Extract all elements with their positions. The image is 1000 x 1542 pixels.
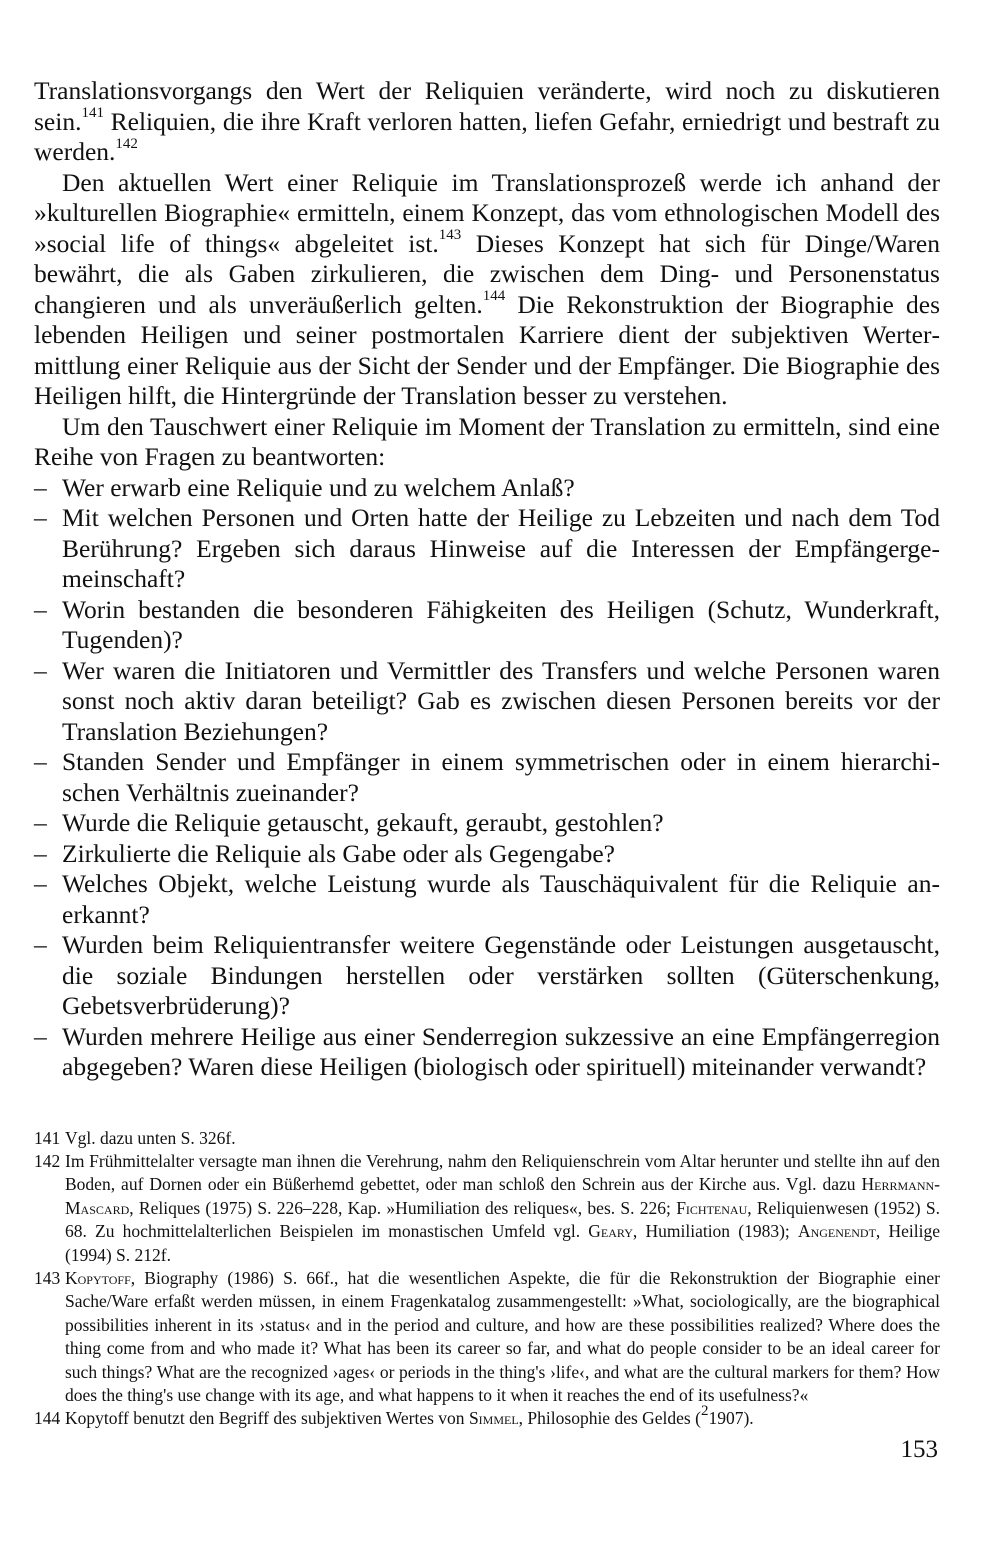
footnote-text: , Reliques (1975) S. 226–228, Kap. »Humiliation des reliques«, bes. S. 226;	[129, 1197, 677, 1218]
edition-superscript: 2	[700, 1402, 709, 1419]
list-item	[34, 747, 940, 808]
list-item	[34, 839, 940, 870]
paragraph-text: Dieses Konzept hat sich für Dinge/Waren bewährt, die als Gaben zirkulieren, die zwischen dem Ding- und Personenstatus changieren und als unveräußerlich gelten.	[34, 228, 941, 319]
question-list	[34, 473, 940, 1083]
footnote-text: , Biography (1986) S. 66f., hat die wesentlichen Aspekte, die für die Rekonstruktion der Biographie einer Sache/Ware erfaßt werden müssen, in einem Fragenkatalog zusammengestellt: »What, sociologically, are the biographical possibilities inherent in its ›status‹ and in the period and culture, and how are these possibilities realized? Where does the thing come from and who made it? What has been its career so far, and what do people consider to be an ideal career for such things? What are the recognized ›ages‹ or periods in the thing's ›life‹, and what are the cultural markers for them? How does the thing's use change with its age, and what happens to it when it reaches the end of its usefulness?«	[65, 1267, 940, 1405]
question-text: Standen Sender und Empfänger in einem symmetrischen oder in einem hierarchischen Verhältnis zueinander?	[62, 747, 940, 807]
dash-marker: –	[34, 930, 47, 959]
question-text: Wurde die Reliquie getauscht, gekauft, geraubt, gestohlen?	[62, 808, 664, 837]
question-text: Welches Objekt, welche Leistung wurde als Tauschäquivalent für die Reliquie anerkannt?	[62, 869, 940, 929]
question-text: Wurden mehrere Heilige aus einer Senderregion sukzessive an eine Empfängerregion abgegeben? Waren diese Heiligen (biologisch oder spirituell) miteinander verwandt?	[62, 1021, 940, 1081]
list-item	[34, 869, 940, 930]
main-text	[34, 76, 940, 1083]
dash-marker: –	[34, 503, 47, 532]
question-text: Wer waren die Initiatoren und Vermittler des Transfers und welche Personen waren sonst noch aktiv daran beteiligt? Gab es zwischen diesen Personen bereits vor der Translation Beziehungen?	[62, 655, 940, 746]
paragraph-1	[34, 76, 940, 168]
footnote-141	[34, 1127, 940, 1150]
question-text: Worin bestanden die besonderen Fähigkeiten des Heiligen (Schutz, Wunderkraft, Tugenden)?	[62, 594, 940, 654]
footnote-text: 1907).	[708, 1408, 754, 1429]
footnote-text: Im Frühmittelalter versagte man ihnen die Verehrung, nahm den Reliquienschrein vom Altar herunter und stellte ihn auf den Boden, auf Dornen oder ein Büßerhemd gebettet, oder man schloß den Schrein aus der Kirche aus. Vgl. dazu	[65, 1150, 940, 1195]
footnote-text: , Humiliation (1983);	[632, 1221, 798, 1242]
list-item	[34, 503, 940, 595]
footnote-143	[34, 1267, 940, 1407]
footnote-text: , Reliquienwesen (1952) S. 68. Zu hochmittelalterlichen Beispielen im monastischen Umfeld vgl.	[65, 1197, 940, 1242]
list-item	[34, 930, 940, 1022]
book-page	[34, 76, 940, 1431]
question-text: Mit welchen Personen und Orten hatte der Heilige zu Lebzeiten und nach dem Tod Berührung? Ergeben sich daraus Hinweise auf die Interessen der Empfängergemeinschaft?	[62, 503, 940, 593]
footnote-text: Vgl. dazu unten S. 326f.	[65, 1127, 236, 1148]
question-text: Zirkulierte die Reliquie als Gabe oder als Gegengabe?	[62, 838, 615, 868]
footnote-ref: 142	[115, 135, 138, 152]
author-name: Herrmann-Mascard	[65, 1174, 940, 1218]
footnote-number: 143	[34, 1267, 61, 1288]
dash-marker: –	[34, 1021, 47, 1051]
question-text: Wurden beim Reliquientransfer weitere Gegenstände oder Leistungen ausgetauscht, die soziale Bindungen herstellen oder verstärken sollten (Güterschenkung, Gebetsverbrüderung)?	[62, 930, 940, 1020]
footnote-number: 144	[34, 1408, 61, 1429]
list-item	[34, 595, 940, 656]
footnotes	[34, 1127, 940, 1431]
paragraph-text: Translationsvorgangs den Wert der Reliquien veränderte, wird noch zu diskutieren sein.	[34, 76, 940, 136]
list-item	[34, 656, 940, 748]
author-name: Kopytoff	[65, 1267, 131, 1288]
footnote-number: 141	[34, 1127, 61, 1148]
dash-marker: –	[34, 869, 47, 898]
paragraph-text: Die Rekonstruktion der Biographie des lebenden Heiligen und seiner postmortalen Karriere dient der subjektiven Wertermittlung einer Reliquie aus der Sicht der Sender und der Empfänger. Die Biographie des Heiligen hilft, die Hintergründe der Translation besser zu verstehen.	[34, 289, 940, 410]
footnote-text: , Heilige (1994) S. 212f.	[65, 1221, 940, 1265]
paragraph-text: Den aktuellen Wert einer Reliquie im Translationsprozeß werde ich anhand der »kulturellen Biographie« ermitteln, einem Konzept, das vom ethnologischen Modell des »social life of things« abgeleitet ist.	[34, 167, 940, 258]
dash-marker: –	[34, 747, 47, 776]
dash-marker: –	[34, 594, 47, 624]
dash-marker: –	[34, 808, 47, 837]
paragraph-text: Reliquien, die ihre Kraft verloren hatten, liefen Gefahr, erniedrigt und bestraft zu werden.	[34, 106, 940, 166]
paragraph-2	[34, 168, 940, 412]
footnote-144	[34, 1402, 940, 1430]
question-text: Wer erwarb eine Reliquie und zu welchem Anlaß?	[62, 472, 575, 502]
footnote-text: , Philosophie des Geldes (	[518, 1408, 701, 1429]
author-name: Geary	[588, 1221, 633, 1242]
paragraph-3: Um den Tauschwert einer Reliquie im Moment der Translation zu ermitteln, sind eine Reihe von Fragen zu beantworten:	[34, 411, 940, 471]
dash-marker: –	[34, 472, 47, 502]
footnote-ref: 141	[81, 105, 104, 121]
dash-marker: –	[34, 655, 47, 685]
list-item	[34, 1022, 940, 1083]
footnote-ref: 144	[482, 288, 506, 304]
footnote-text: Kopytoff benutzt den Begriff des subjektiven Wertes von	[65, 1408, 469, 1429]
dash-marker: –	[34, 838, 47, 868]
footnote-ref: 143	[438, 227, 462, 243]
author-name: Fichtenau	[676, 1197, 748, 1218]
author-name: Angenendt	[797, 1221, 876, 1242]
author-name: Simmel	[468, 1408, 519, 1429]
page-number: 153	[900, 1436, 938, 1463]
list-item	[34, 808, 940, 839]
footnote-142	[34, 1150, 940, 1267]
footnote-number: 142	[34, 1150, 61, 1171]
list-item	[34, 473, 940, 504]
